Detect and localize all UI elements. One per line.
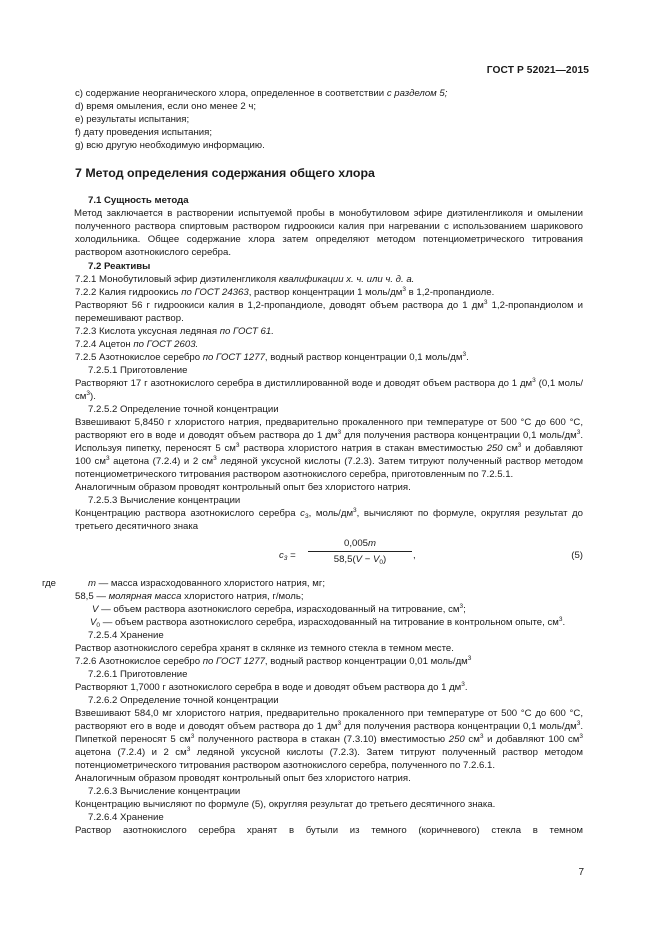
formula-5 [75, 537, 583, 575]
section-heading: 7 Метод определения содержания общего хлора [75, 166, 375, 181]
list-item: е) результаты испытания; [75, 114, 190, 126]
paragraph: Растворяют 17 г азотнокислого серебра в дистиллированной воде и доводят объем раствора до 1 $дм^3$ (0,1 моль/$см^3$). [75, 376, 583, 402]
paragraph: 7.2.6 Азотнокислое серебро по ГОСТ 1277, водный раствор концентрации 0,01 моль/$дм^3$ [75, 654, 472, 667]
paragraph: 7.2.4 Ацетон по ГОСТ 2603. [75, 338, 199, 350]
paragraph: Взвешивают 584,0 мг хлористого натрия, предварительно прокаленного при температуре от 500 °С до 600 °С, растворяют его в воде и доводят объем раствора до 1 $дм^3$ для получения раствора концентрации 0,1 моль/$дм^3$. Пипеткой переносят 5 $см^3$ полученного раствора в стакан (7.3.10) вместимостью 250 $см^3$ и добавляют 100 $см^3$ ацетона (7.2.4) и 2 $см^3$ ледяной уксусной кислоты (7.2.3). Затем титруют полученный раствор методом потенциометрического титрования раствором азотнокислого серебра, полученного по 7.2.6.1. [75, 707, 584, 772]
paragraph: Концентрацию вычисляют по формуле (5), округляя результат до третьего десятичного знака. [75, 799, 496, 811]
formula-numerator: 0,005m [308, 537, 412, 552]
formula-number: (5) [571, 549, 583, 561]
paragraph: Растворяют 1,7000 г азотнокислого серебра в воде и доводят объем раствора до 1 $дм^3$. [75, 680, 468, 693]
paragraph-heading: 7.2.5.4 Хранение [88, 629, 164, 641]
paragraph: Концентрацию раствора азотнокислого серебра $с_3$, моль/$дм^3$, вычисляют по формуле, округляя результат до третьего десятичного знака [75, 507, 583, 533]
paragraph: Раствор азотнокислого серебра хранят в бутыли из темного (коричневого) стекла в темном [75, 825, 583, 837]
paragraph: 7.2.3 Кислота уксусная ледяная по ГОСТ 61. [75, 325, 274, 337]
paragraph: Аналогичным образом проводят контрольный опыт без хлористого натрия. [75, 773, 411, 785]
paragraph-heading: 7.2.5.2 Определение точной концентрации [88, 404, 279, 416]
page-content [42, 87, 584, 837]
paragraph-heading: 7.2.5.1 Приготовление [88, 364, 188, 376]
formula-denominator: $58,5(V - V_0)$ [333, 553, 387, 566]
paragraph-heading: 7.2.6.2 Определение точной концентрации [88, 694, 279, 706]
legend-item: $V_0$ — объем раствора азотнокислого серебра, израсходованный на титрование в контрольном опыте, $см^3$. [90, 615, 566, 629]
legend-item: 58,5 — молярная масса хлористого натрия, г/моль; [75, 590, 304, 602]
paragraph: Аналогичным образом проводят контрольный опыт без хлористого натрия. [75, 482, 411, 494]
paragraph: 7.2.2 Калия гидроокись по ГОСТ 24363, раствор концентрации 1 моль/$дм^3$ в 1,2-пропандиоле. [75, 285, 495, 298]
paragraph: Взвешивают 5,8450 г хлористого натрия, предварительно прокаленного при температуре от 500 °С до 600 °С, растворяют его в воде и доводят объем раствора до 1 $дм^3$ для получения раствора концентрации 0,1 моль/$дм^3$. Используя пипетку, переносят 5 $см^3$ раствора хлористого натрия в стакан вместимостью 250 $см^3$ и добавляют 100 $см^3$ ацетона (7.2.4) и 2 $см^3$ ледяной уксусной кислоты (7.2.3). Затем титруют полученный раствор методом потенциометрического титрования раствором азотнокислого серебра, приготовленным по 7.2.5.1. [75, 417, 583, 481]
paragraph-heading: 7.2.6.3 Вычисление концентрации [88, 786, 241, 798]
paragraph: 7.2.5 Азотнокислое серебро по ГОСТ 1277, водный раствор концентрации 0,1 моль/$дм^3$. [75, 350, 469, 363]
formula-lhs: $c_3$ = [279, 549, 296, 562]
subsection-heading: 7.1 Сущность метода [88, 195, 189, 207]
paragraph: Раствор азотнокислого серебра хранят в склянке из темного стекла в темном месте. [75, 642, 454, 654]
paragraph: Растворяют 56 г гидроокиси калия в 1,2-пропандиоле, доводят объем раствора до 1 $дм^3$ 1,2-пропандиолом и перемешивают раствор. [75, 298, 583, 324]
paragraph: Метод заключается в растворении испытуемой пробы в монобутиловом эфире диэтиленгликоля и омылении полученного раствора спиртовым раствором гидроокиси калия при нагревании с использованием шарикового холодильника. Общее содержание хлора затем определяют методом потенциометрического титрования раствором азотнокислого серебра. [74, 208, 583, 259]
paragraph-heading: 7.2.5.3 Вычисление концентрации [88, 495, 241, 507]
list-item: с) содержание неорганического хлора, определенное в соответствии с разделом 5; [75, 88, 448, 99]
standard-number: ГОСТ Р 52021—2015 [486, 65, 589, 76]
paragraph-heading: 7.2.6.4 Хранение [88, 812, 164, 824]
paragraph: 7.2.1 Монобутиловый эфир диэтиленгликоля квалификации х. ч. или ч. д. а. [75, 273, 415, 285]
list-item: f) дату проведения испытания; [75, 127, 213, 139]
formula-legend [42, 577, 583, 629]
formula-comma: , [413, 549, 416, 561]
paragraph-heading: 7.2.6.1 Приготовление [88, 668, 188, 680]
legend-item: V — объем раствора азотнокислого серебра, израсходованный на титрование, $см^3$; [92, 602, 466, 615]
list-item: d) время омыления, если оно менее 2 ч; [75, 101, 256, 113]
formula-fraction [308, 537, 412, 566]
page-number: 7 [578, 867, 584, 878]
list-item: g) всю другую необходимую информацию. [75, 140, 265, 152]
subsection-heading: 7.2 Реактивы [88, 260, 151, 272]
legend-item: где m — масса израсходованного хлористого натрия, мг; [42, 577, 326, 589]
